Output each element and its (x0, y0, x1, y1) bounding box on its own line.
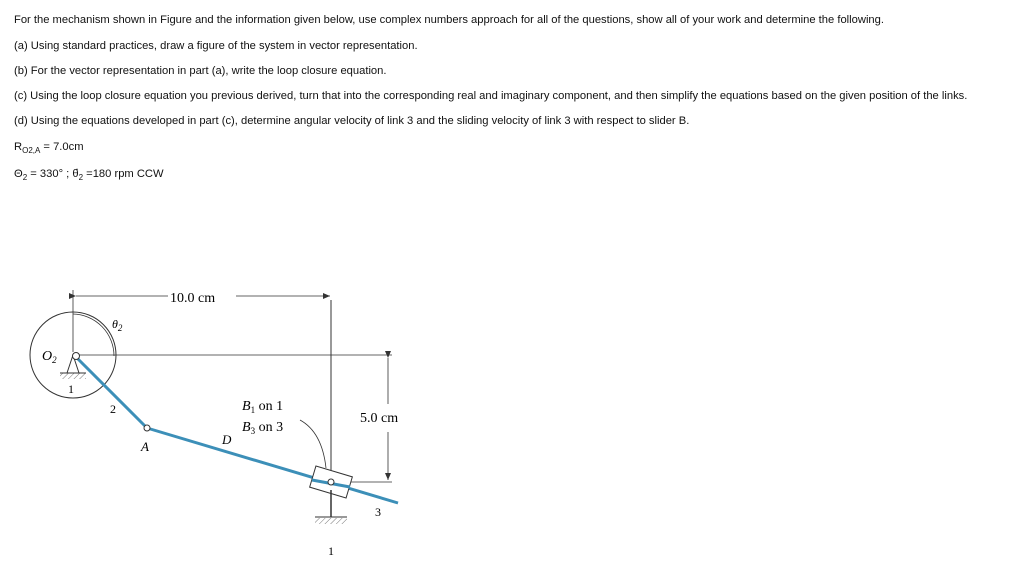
theta2-label: $\theta_2$ (112, 317, 123, 333)
part-c: (c) Using the loop closure equation you previous derived, turn that into the corresponding real and imaginary component, and then simplify the equations based on the given position of the links. (14, 90, 968, 102)
link-3 (147, 428, 398, 503)
dim-horizontal-label: 10.0 cm (170, 291, 216, 306)
given-angular-velocity-symbol: . θ (72, 168, 78, 180)
link-2-label: 2 (110, 402, 116, 416)
given-length-subscript: O2,A (22, 146, 41, 155)
ground-hatch-left (60, 373, 86, 379)
given-length-value: = 7.0cm (40, 141, 84, 153)
pivot-support-left (67, 355, 73, 373)
link-2 (76, 357, 147, 428)
pin-a (144, 425, 150, 431)
given-angular-velocity-subscript: 2 (78, 173, 84, 182)
given-length-symbol: R (14, 141, 23, 153)
given-angular-velocity-value: =180 rpm CCW (83, 168, 164, 180)
b-label-leader (300, 420, 326, 468)
ground-label-left: 1 (68, 382, 74, 396)
dim-vertical-label: 5.0 cm (360, 411, 399, 426)
b1-label: $B_1$ on 1 (242, 399, 284, 415)
given-angle-value: = 330° ; (27, 168, 70, 180)
link-3-label: 3 (375, 505, 381, 519)
part-a: (a) Using standard practices, draw a figure of the system in vector representation. (14, 40, 418, 52)
ground-label-bottom: 1 (328, 544, 334, 558)
point-a-label: A (141, 439, 149, 454)
pin-o2 (73, 353, 80, 360)
problem-intro: For the mechanism shown in Figure and the information given below, use complex numbers approach for all of the questions, show all of your work and determine the following. (14, 14, 884, 26)
ground-hatch-bottom (315, 518, 347, 524)
theta2-arc (73, 314, 114, 356)
o2-label: $O_2$ (42, 349, 57, 365)
b3-label: $B_3$ on 3 (242, 420, 284, 436)
given-angle-symbol: Θ (14, 168, 23, 180)
part-d: (d) Using the equations developed in part (c), determine angular velocity of link 3 and the sliding velocity of link 3 with respect to slider B. (14, 115, 690, 127)
pin-b (328, 479, 334, 485)
point-d-label: D (222, 432, 232, 447)
given-angle-subscript: 2 (22, 173, 28, 182)
part-b: (b) For the vector representation in part (a), write the loop closure equation. (14, 65, 387, 77)
